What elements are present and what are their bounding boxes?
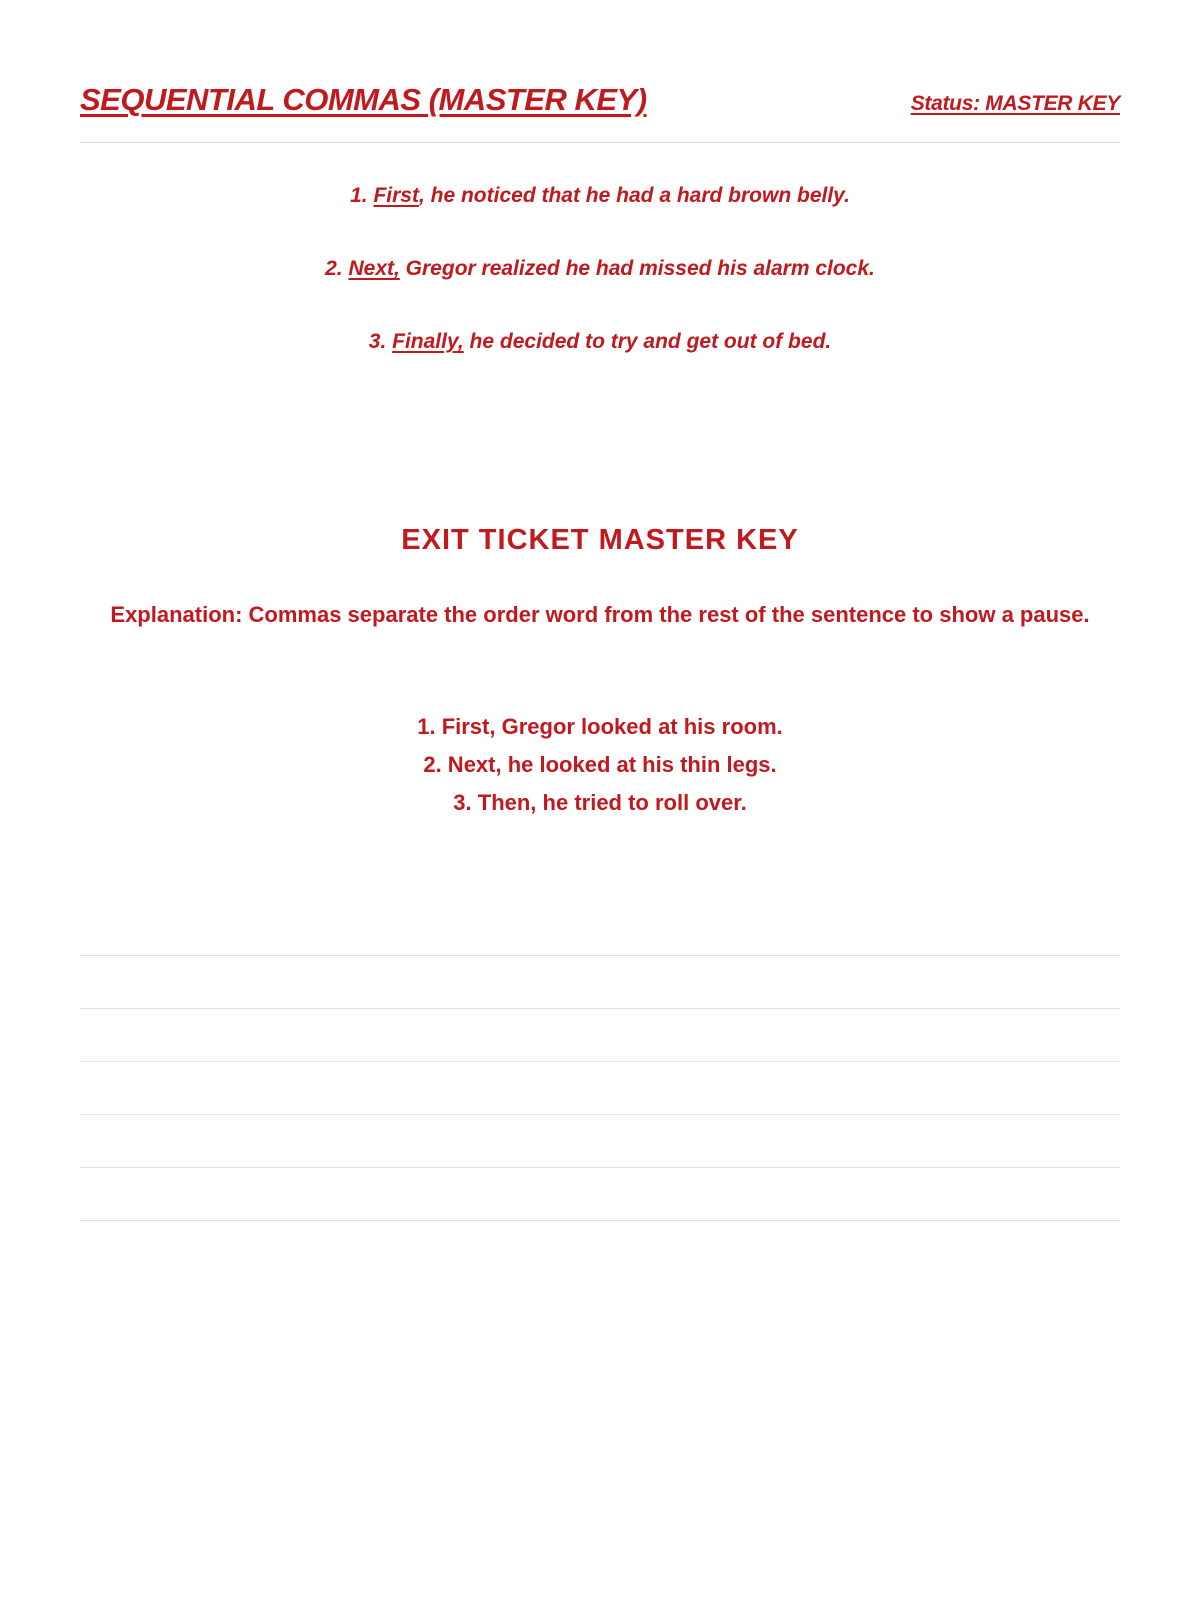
sentence-rest: he decided to try and get out of bed. xyxy=(463,330,832,353)
writing-line xyxy=(80,1008,1120,1009)
answer-list xyxy=(80,708,1120,822)
sentence-list xyxy=(80,184,1120,403)
order-word-text: First xyxy=(373,184,419,207)
order-word-text: Next xyxy=(348,257,394,280)
exit-ticket-title: EXIT TICKET MASTER KEY xyxy=(401,524,799,556)
order-word-text: Finally xyxy=(392,330,458,353)
explanation-text: Explanation: Commas separate the order word from the rest of the sentence to show a pause. xyxy=(110,602,1090,627)
sentence-item xyxy=(80,330,1120,403)
sentence-item xyxy=(80,184,1120,257)
page-title: SEQUENTIAL COMMAS (MASTER KEY) xyxy=(80,82,647,117)
answer-item: 1. First, Gregor looked at his room. xyxy=(417,714,783,739)
sentence-number: 3. xyxy=(368,330,387,353)
worksheet-page xyxy=(80,0,1120,1600)
sentence-rest: he noticed that he had a hard brown belly. xyxy=(424,184,850,207)
sentence-item xyxy=(80,257,1120,330)
status-label: Status: MASTER KEY xyxy=(910,92,1120,115)
writing-line xyxy=(80,1167,1120,1168)
sequential-comma: , xyxy=(457,330,464,353)
order-word xyxy=(392,330,464,353)
sentence-number: 2. xyxy=(325,257,343,280)
sentence-rest: Gregor realized he had missed his alarm clock. xyxy=(399,257,875,280)
writing-line xyxy=(80,955,1120,956)
writing-line xyxy=(80,1114,1120,1115)
writing-line xyxy=(80,1220,1120,1221)
writing-line xyxy=(80,1061,1120,1062)
answer-item: 3. Then, he tried to roll over. xyxy=(453,790,747,815)
order-word xyxy=(348,257,399,280)
page-header xyxy=(80,82,1120,143)
writing-lines xyxy=(80,955,1120,1273)
order-word xyxy=(373,184,419,207)
answer-item: 2. Next, he looked at his thin legs. xyxy=(423,752,777,777)
sentence-number: 1. xyxy=(350,184,368,207)
sequential-comma: , xyxy=(394,257,400,280)
sequential-comma: , xyxy=(418,184,425,207)
